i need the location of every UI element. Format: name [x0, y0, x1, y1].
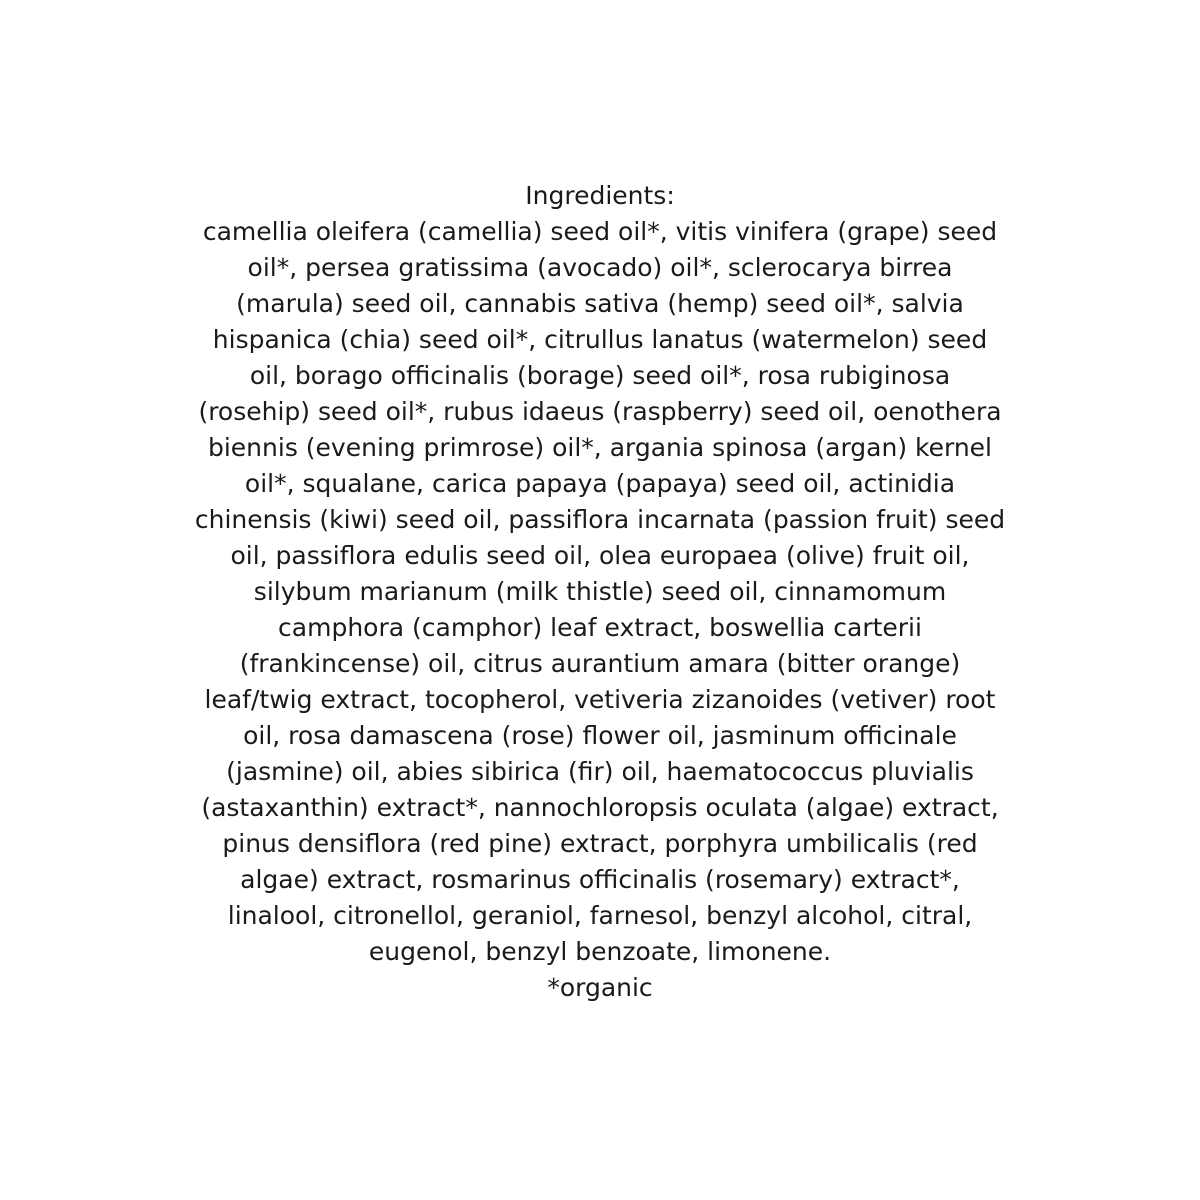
ingredient-line: (marula) seed oil, cannabis sativa (hemp) seed oil*, salvia — [236, 289, 964, 318]
ingredient-line: oil*, persea gratissima (avocado) oil*, sclerocarya birrea — [247, 253, 953, 282]
ingredient-line: pinus densiflora (red pine) extract, porphyra umbilicalis (red — [222, 829, 978, 858]
ingredient-line: (rosehip) seed oil*, rubus idaeus (raspberry) seed oil, oenothera — [198, 397, 1002, 426]
ingredient-line: oil, passiflora edulis seed oil, olea europaea (olive) fruit oil, — [230, 541, 970, 570]
ingredient-line: (jasmine) oil, abies sibirica (fir) oil, haematococcus pluvialis — [226, 757, 974, 786]
ingredient-line: camphora (camphor) leaf extract, boswellia carterii — [278, 613, 922, 642]
ingredient-line: eugenol, benzyl benzoate, limonene. — [368, 937, 832, 966]
ingredient-line: camellia oleifera (camellia) seed oil*, vitis vinifera (grape) seed — [202, 217, 998, 246]
ingredient-line: linalool, citronellol, geraniol, farnesol, benzyl alcohol, citral, — [227, 901, 973, 930]
ingredient-line: hispanica (chia) seed oil*, citrullus lanatus (watermelon) seed — [212, 325, 988, 354]
ingredient-line: chinensis (kiwi) seed oil, passiflora incarnata (passion fruit) seed — [194, 505, 1006, 534]
ingredient-line: (frankincense) oil, citrus aurantium amara (bitter orange) — [239, 649, 961, 678]
ingredient-line: oil, rosa damascena (rose) flower oil, jasminum officinale — [243, 721, 957, 750]
ingredient-line: silybum marianum (milk thistle) seed oil, cinnamomum — [253, 577, 947, 606]
organic-footnote: *organic — [547, 973, 653, 1002]
ingredients-panel — [0, 178, 1200, 1006]
ingredients-heading: Ingredients: — [525, 181, 675, 210]
ingredient-line: biennis (evening primrose) oil*, argania spinosa (argan) kernel — [207, 433, 993, 462]
ingredient-line: algae) extract, rosmarinus officinalis (rosemary) extract*, — [240, 865, 960, 894]
ingredient-line: oil*, squalane, carica papaya (papaya) seed oil, actinidia — [244, 469, 956, 498]
ingredient-line: oil, borago officinalis (borage) seed oil*, rosa rubiginosa — [249, 361, 951, 390]
ingredient-line: leaf/twig extract, tocopherol, vetiveria zizanoides (vetiver) root — [204, 685, 996, 714]
ingredient-line: (astaxanthin) extract*, nannochloropsis oculata (algae) extract, — [201, 793, 999, 822]
